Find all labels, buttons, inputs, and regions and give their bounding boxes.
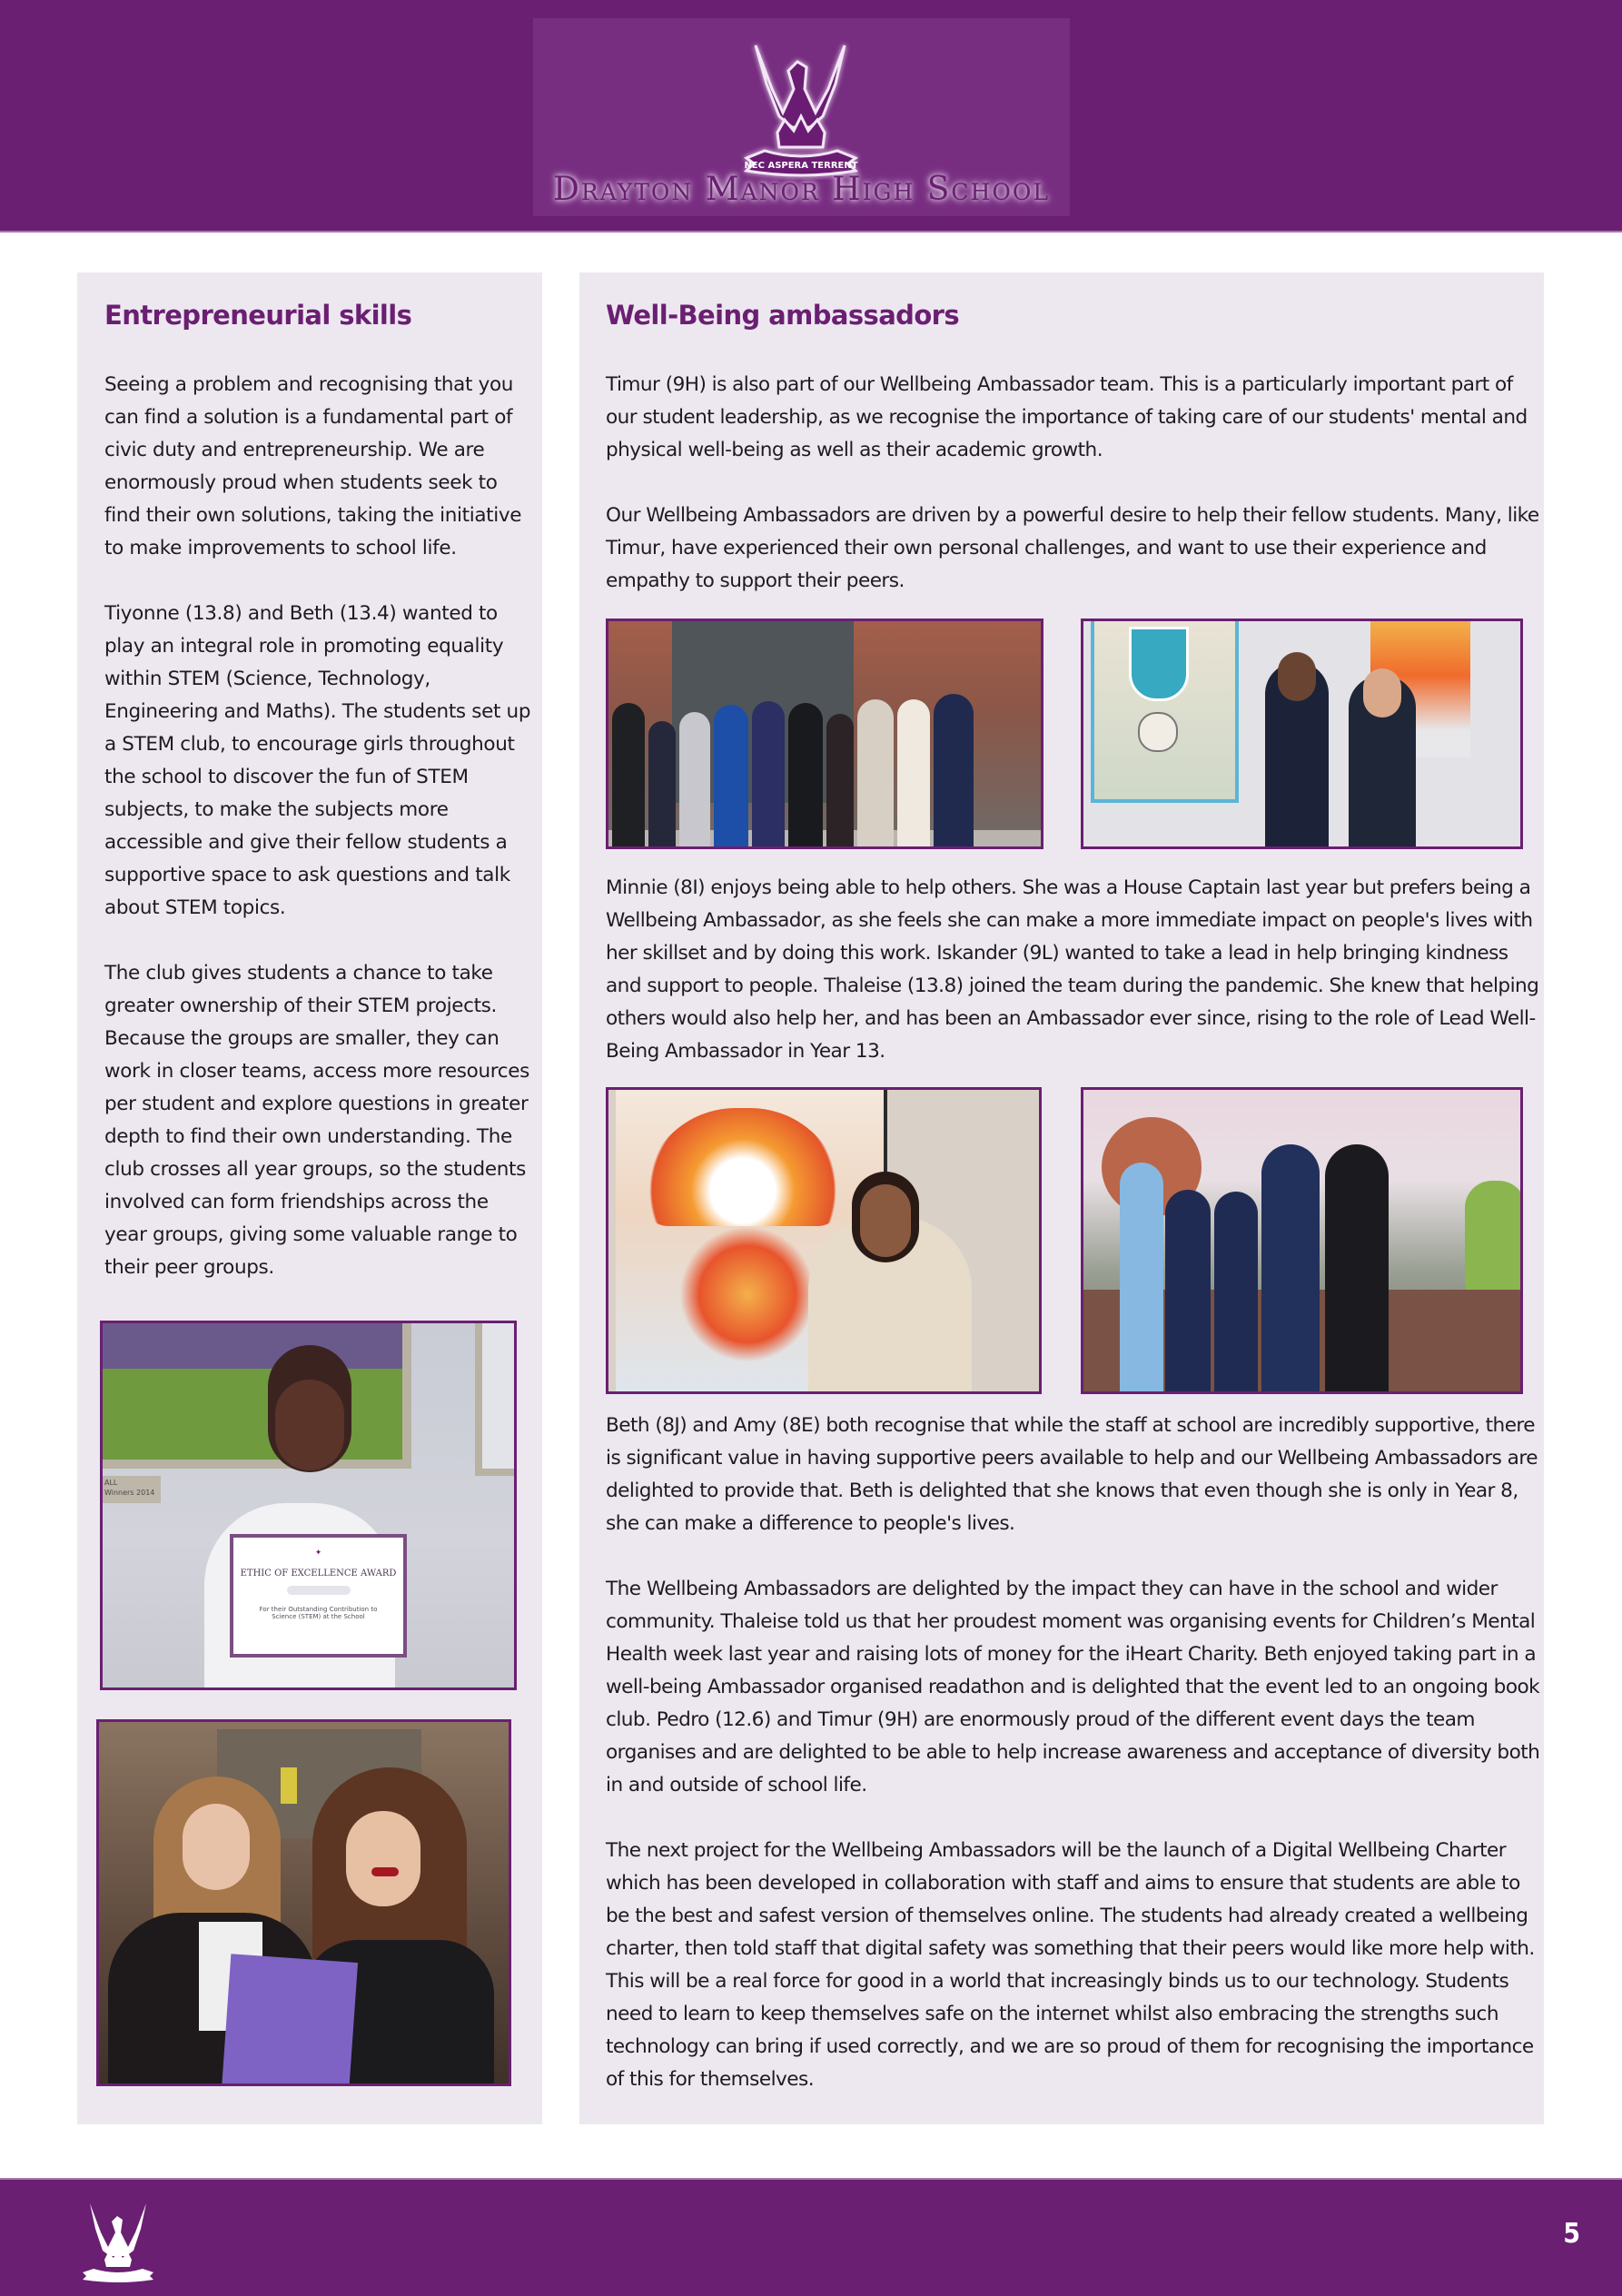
paragraph: Beth (8J) and Amy (8E) both recognise that while the staff at school are incredibly supportive, there is significant value in having supportive peers available to help and our Wellbeing Ambassadors are delighted to provide that. Beth is delighted that she knows that even though she is only in Year 8, she can make a difference to people's lives.: [606, 1414, 1538, 1535]
wellbeing-ambassadors-panel: [579, 272, 1544, 2124]
page-number: 5: [1563, 2218, 1580, 2250]
certificate: ✦ ETHIC OF EXCELLENCE AWARD For their Outstanding Contribution to Science (STEM) at the School: [230, 1534, 407, 1658]
photo-stained-glass-visit: [1081, 619, 1523, 849]
purple-folder: [222, 1954, 358, 2086]
school-name: Drayton Manor High School: [553, 171, 1050, 208]
photo-award-certificate: [100, 1321, 517, 1690]
paragraph: The next project for the Wellbeing Ambassadors will be the launch of a Digital Wellbeing Charter which has been developed in collaboration with staff and aims to ensure that students are able to be the best and safest version of themselves online. The students had already created a wellbeing charter, then told staff that digital safety was something that their peers would like more help with. This will be a real force for good in a world that increasingly binds us to our technology. Students need to learn to keep themselves safe on the internet whilst also embracing the strengths such technology can bring if used correctly, and we are so proud of them for recognising the importance of this for themselves.: [606, 1839, 1535, 2091]
section-title: Entrepreneurial skills: [104, 300, 412, 331]
paragraph: The club gives students a chance to take greater ownership of their STEM projects. Because the groups are smaller, they can work in closer teams, access more resources per student and explore questions in greater depth to find their own understanding. The club crosses all year groups, so the students involved can form friendships across the year groups, giving some valuable range to their peer groups.: [104, 962, 529, 1279]
photo-ambassador-group: [606, 619, 1043, 849]
photo-ambassadors-outdoors: [1081, 1087, 1523, 1394]
photo-student-and-teacher: [96, 1719, 511, 2086]
phoenix-crest-icon: [728, 25, 874, 180]
paragraph: Seeing a problem and recognising that you can find a solution is a fundamental part of civic duty and entrepreneurship. We are enormously proud when students seek to find their own solutions, taking the initiative to make improvements to school life.: [104, 373, 522, 559]
stained-glass-window: [1091, 621, 1239, 803]
phoenix-crest-icon: [77, 2196, 159, 2283]
paragraph: The Wellbeing Ambassadors are delighted by the impact they can have in the school and wider community. Thaleise told us that her proudest moment was organising events for Children’s Mental Health week last year and raising lots of money for the iHeart Charity. Beth enjoyed taking part in a well-being Ambassador organised readathon and is delighted that the event led to an ongoing book club. Pedro (12.6) and Timur (9H) are enormously proud of the different event days the team organises and are delighted to be able to help increase awareness and acceptance of diversity both in and outside of school life.: [606, 1578, 1540, 1796]
paragraph: Our Wellbeing Ambassadors are driven by a powerful desire to help their fellow students. Many, like Timur, have experienced their own personal challenges, and want to use their experience and empathy to support their peers.: [606, 504, 1539, 592]
entrepreneurial-skills-panel: [77, 272, 542, 2124]
page-header: [0, 0, 1622, 233]
paragraph: Minnie (8I) enjoys being able to help others. She was a House Captain last year but prefers being a Wellbeing Ambassador, as she feels she can make a more immediate impact on people's lives with her skillset and by doing this work. Iskander (9L) wanted to take a lead in help bringing kindness and support to people. Thaleise (13.8) joined the team during the pandemic. She knew that helping others would also help her, and has been an Ambassador ever since, rising to the role of Lead Well-Being Ambassador in Year 13.: [606, 876, 1539, 1063]
plaque: ALL Winners 2014: [103, 1476, 161, 1503]
paragraph: Tiyonne (13.8) and Beth (13.4) wanted to play an integral role in promoting equality within STEM (Science, Technology, Engineering and Maths). The students set up a STEM club, to encourage girls throughout the school to discover the fun of STEM subjects, to make the subjects more accessible and give their fellow students a supportive space to ask questions and talk about STEM topics.: [104, 602, 531, 919]
photo-phoenix-window: [606, 1087, 1042, 1394]
school-logo-banner: [533, 18, 1070, 216]
paragraph: Timur (9H) is also part of our Wellbeing Ambassador team. This is a particularly important part of our student leadership, as we recognise the importance of taking care of our students' mental and physical well-being as well as their academic growth.: [606, 373, 1528, 461]
section-title: Well-Being ambassadors: [606, 300, 960, 331]
page-footer: [0, 2178, 1622, 2296]
motto-text: NEC ASPERA TERRENT: [744, 161, 858, 171]
